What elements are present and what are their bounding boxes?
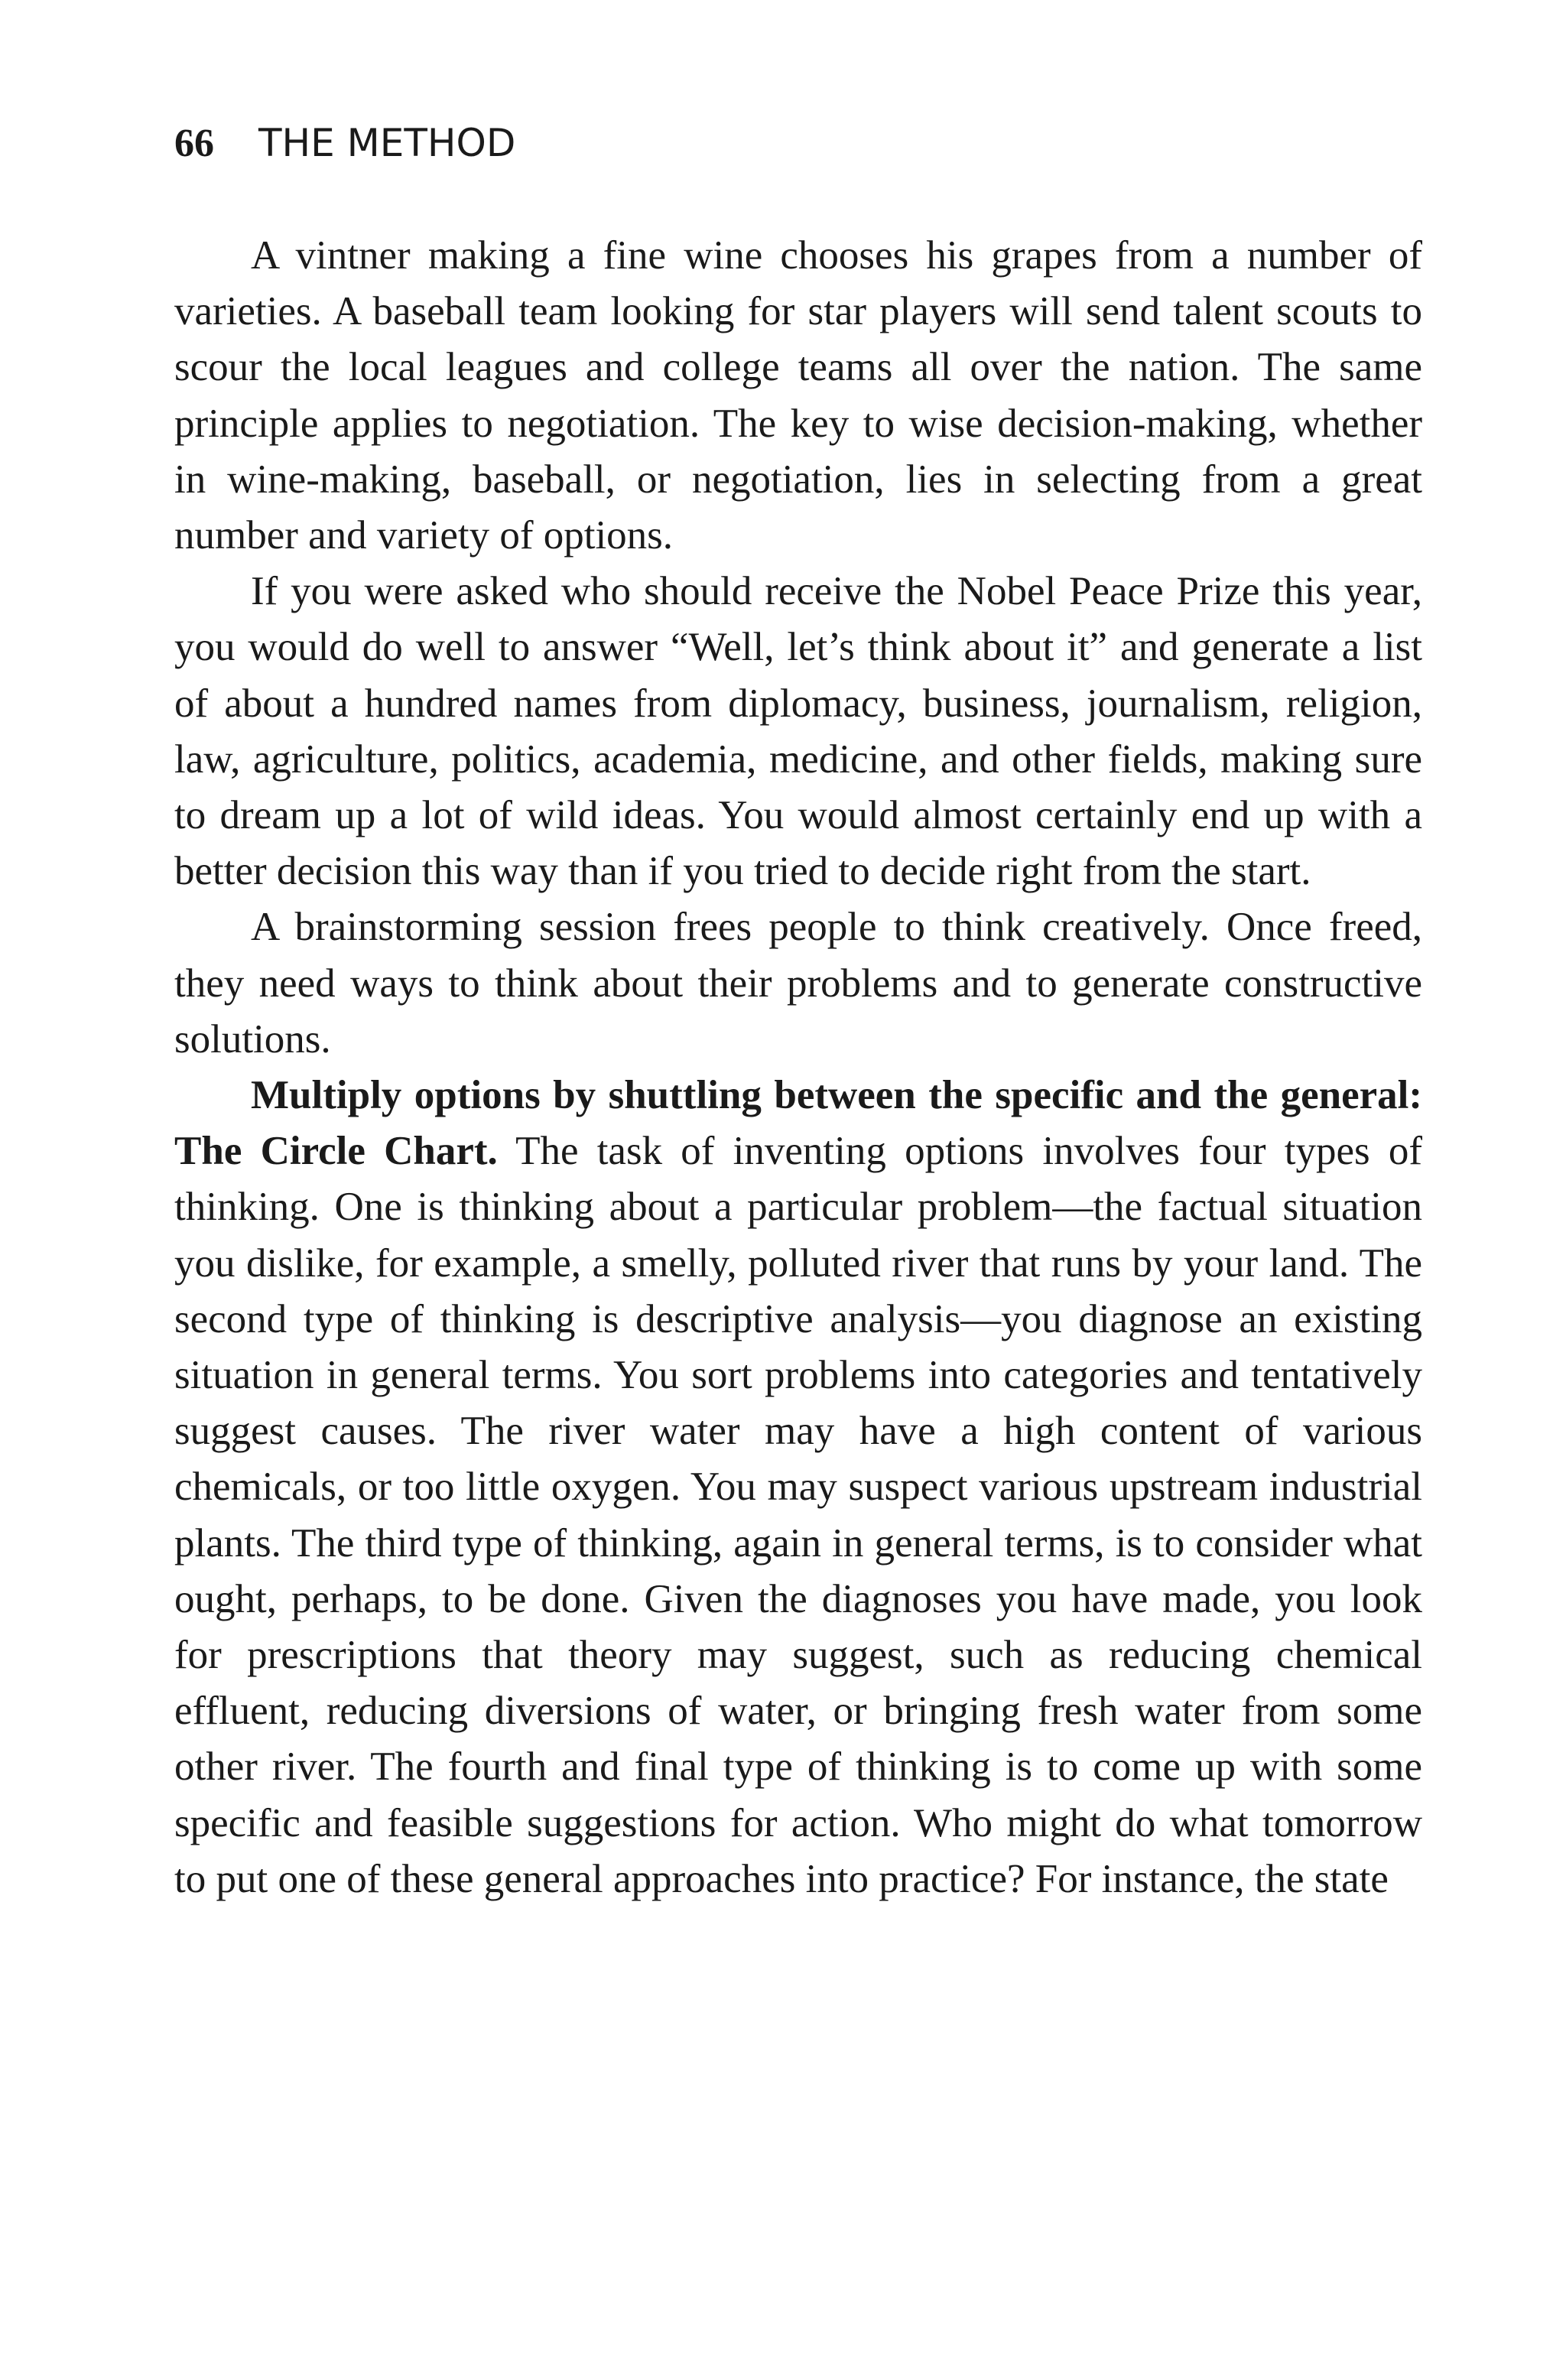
paragraph-circle-chart-text: The task of inventing options involves four types of thinking. One is thinking about a particular problem—the factual situation you dislike, for example, a smelly, polluted river that runs by your land. The second type of thinking is descriptive analysis—you diagnose an existing situation in general terms. You sort problems into categories and tentatively suggest causes. The river water may have a high content of various chemicals, or too little oxygen. You may suspect various upstream industrial plants. The third type of thinking, again in general terms, is to consider what ought, perhaps, to be done. Given the diagnoses you have made, you look for prescriptions that theory may suggest, such as reducing chemical effluent, reducing diversions of water, or bringing fresh water from some other river. The fourth and final type of thinking is to come up with some specific and feasible suggestions for action. Who might do what tomorrow to put one of these general approaches into practice? For instance, the state — [174, 1129, 1422, 1901]
page-number: 66 — [174, 122, 214, 165]
paragraph-circle-chart — [174, 1068, 1422, 1907]
section-title: THE METHOD — [258, 121, 516, 165]
run-in-heading: Multiply options by shuttling between the specific and the general: The Circle Chart. — [174, 1073, 1422, 1174]
paragraph-brainstorming: A brainstorming session frees people to think creatively. Once freed, they need ways to think about their problems and to generate constructive solutions. — [174, 905, 1422, 1062]
paragraph-vintner: A vintner making a fine wine chooses his grapes from a number of varieties. A baseball team looking for star players will send talent scouts to scour the local leagues and college teams all over the nation. The same principle applies to negotiation. The key to wise decision-making, whether in wine-making, baseball, or negotiation, lies in selecting from a great number and variety of options. — [174, 233, 1422, 558]
paragraph-nobel-prize: If you were asked who should receive the Nobel Peace Prize this year, you would do well to answer “Well, let’s think about it” and generate a list of about a hundred names from diplomacy, business, journalism, religion, law, agriculture, politics, academia, medicine, and other fields, making sure to dream up a lot of wild ideas. You would almost certainly end up with a better decision this way than if you tried to decide right from the start. — [174, 569, 1422, 894]
body-text — [174, 228, 1422, 1907]
running-head — [174, 121, 515, 174]
